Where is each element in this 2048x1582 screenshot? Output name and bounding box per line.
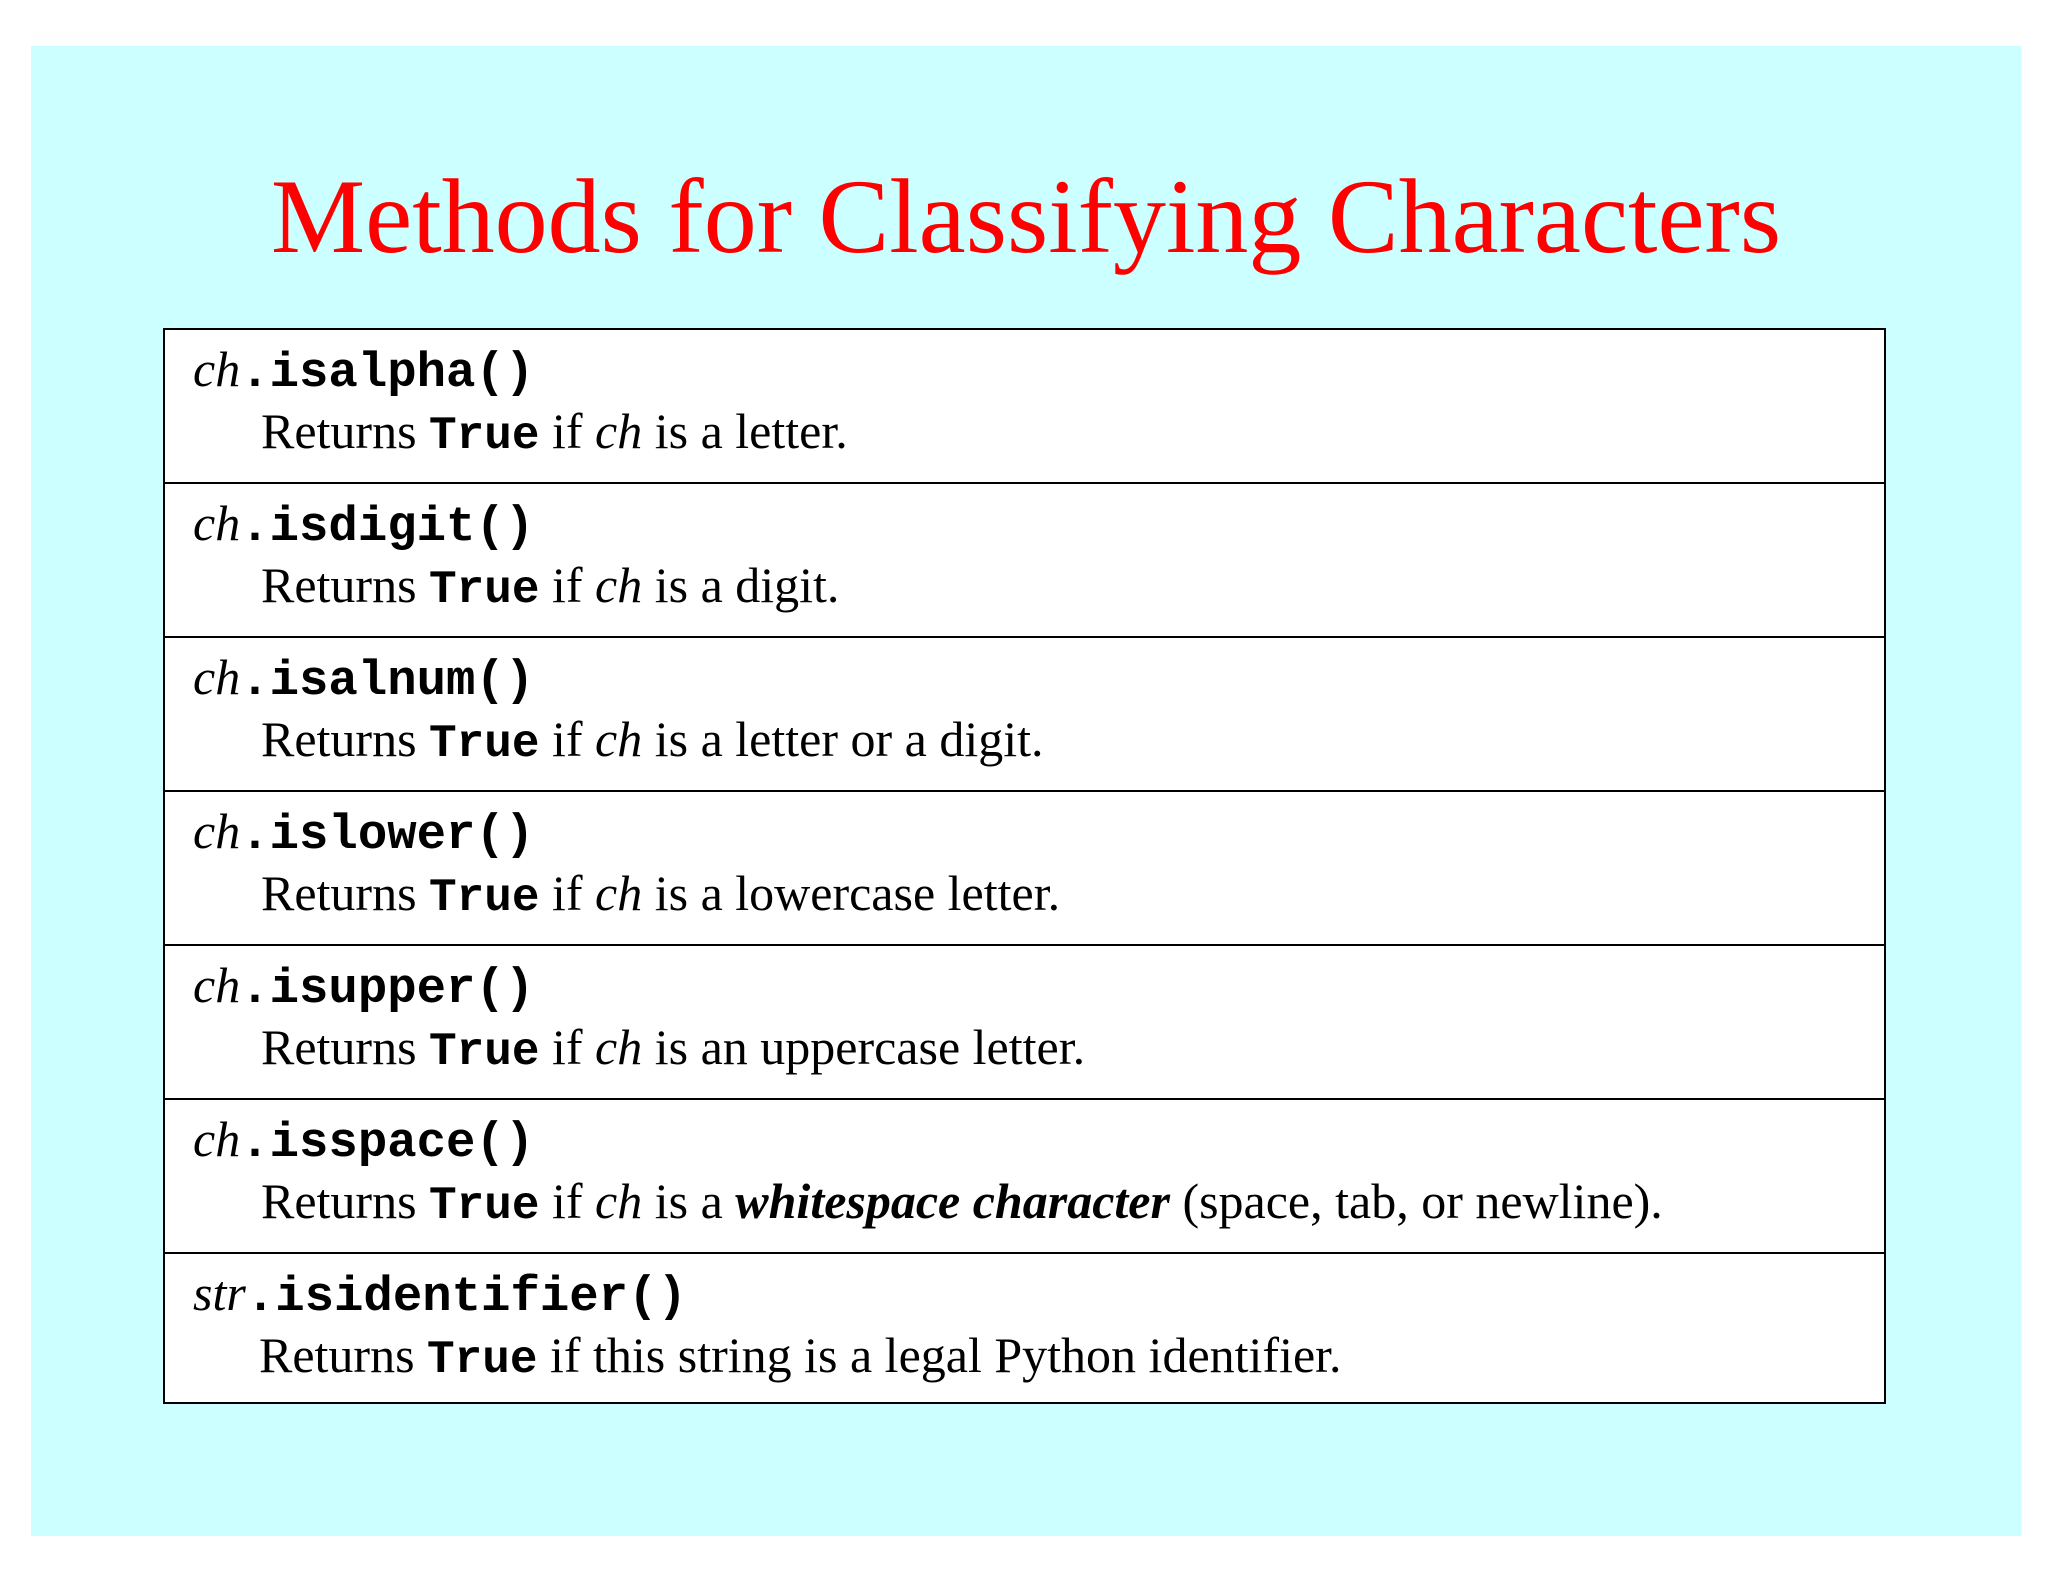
- returns-word: Returns: [259, 1327, 415, 1383]
- receiver: ch: [193, 1111, 241, 1167]
- subject: ch: [595, 1019, 643, 1075]
- if-word: if: [551, 865, 583, 921]
- description-text: is a digit.: [654, 557, 840, 613]
- method-name: .isupper(): [240, 961, 535, 1017]
- true-value: True: [427, 1334, 538, 1386]
- if-word: if: [551, 557, 583, 613]
- slide: [31, 46, 2021, 1536]
- returns-word: Returns: [261, 403, 417, 459]
- method-description: [261, 403, 848, 462]
- method-description: [261, 1173, 1663, 1232]
- table-row-islower: [165, 792, 1884, 946]
- if-word: if: [551, 1019, 583, 1075]
- if-word: if: [551, 403, 583, 459]
- returns-word: Returns: [261, 1019, 417, 1075]
- description-text: is an uppercase letter.: [654, 1019, 1086, 1075]
- receiver: ch: [193, 649, 241, 705]
- if-word: if: [551, 711, 583, 767]
- emphasis-term: whitespace character: [735, 1173, 1170, 1229]
- description-text: is a lowercase letter.: [654, 865, 1061, 921]
- true-value: True: [429, 718, 540, 770]
- methods-table: [163, 328, 1886, 1404]
- method-signature: [193, 649, 535, 709]
- true-value: True: [429, 1180, 540, 1232]
- method-signature: [193, 495, 535, 555]
- subject: ch: [595, 557, 643, 613]
- table-row-isdigit: [165, 484, 1884, 638]
- receiver: ch: [193, 495, 241, 551]
- if-word: if: [551, 1173, 583, 1229]
- method-signature: [193, 1111, 535, 1171]
- description-text: is a: [654, 1173, 723, 1229]
- method-description: [261, 557, 840, 616]
- subject: ch: [595, 403, 643, 459]
- method-signature: [193, 341, 535, 401]
- returns-word: Returns: [261, 865, 417, 921]
- table-row-isalnum: [165, 638, 1884, 792]
- method-description: [261, 865, 1061, 924]
- method-name: .isalpha(): [240, 345, 535, 401]
- method-description: [259, 1327, 1342, 1386]
- method-name: .isdigit(): [240, 499, 535, 555]
- returns-word: Returns: [261, 711, 417, 767]
- method-description: [261, 1019, 1086, 1078]
- receiver: ch: [193, 803, 241, 859]
- description-text: is a letter or a digit.: [654, 711, 1044, 767]
- table-row-isidentifier: [165, 1254, 1884, 1406]
- receiver: ch: [193, 341, 241, 397]
- receiver: str: [193, 1265, 246, 1321]
- method-name: .islower(): [240, 807, 535, 863]
- method-name: .isspace(): [240, 1115, 535, 1171]
- table-row-isupper: [165, 946, 1884, 1100]
- method-signature: [193, 803, 535, 863]
- receiver: ch: [193, 957, 241, 1013]
- returns-word: Returns: [261, 557, 417, 613]
- returns-word: Returns: [261, 1173, 417, 1229]
- subject: ch: [595, 865, 643, 921]
- true-value: True: [429, 1026, 540, 1078]
- true-value: True: [429, 564, 540, 616]
- slide-title: Methods for Classifying Characters: [270, 158, 1782, 275]
- subject: ch: [595, 711, 643, 767]
- true-value: True: [429, 410, 540, 462]
- description-text: if this string is a legal Python identifier.: [549, 1327, 1342, 1383]
- method-name: .isidentifier(): [245, 1269, 687, 1325]
- method-signature: [193, 1265, 687, 1325]
- description-text-after: (space, tab, or newline).: [1182, 1173, 1663, 1229]
- method-name: .isalnum(): [240, 653, 535, 709]
- table-row-isspace: [165, 1100, 1884, 1254]
- subject: ch: [595, 1173, 643, 1229]
- description-text: is a letter.: [654, 403, 848, 459]
- true-value: True: [429, 872, 540, 924]
- method-signature: [193, 957, 535, 1017]
- method-description: [261, 711, 1044, 770]
- table-row-isalpha: [165, 330, 1884, 484]
